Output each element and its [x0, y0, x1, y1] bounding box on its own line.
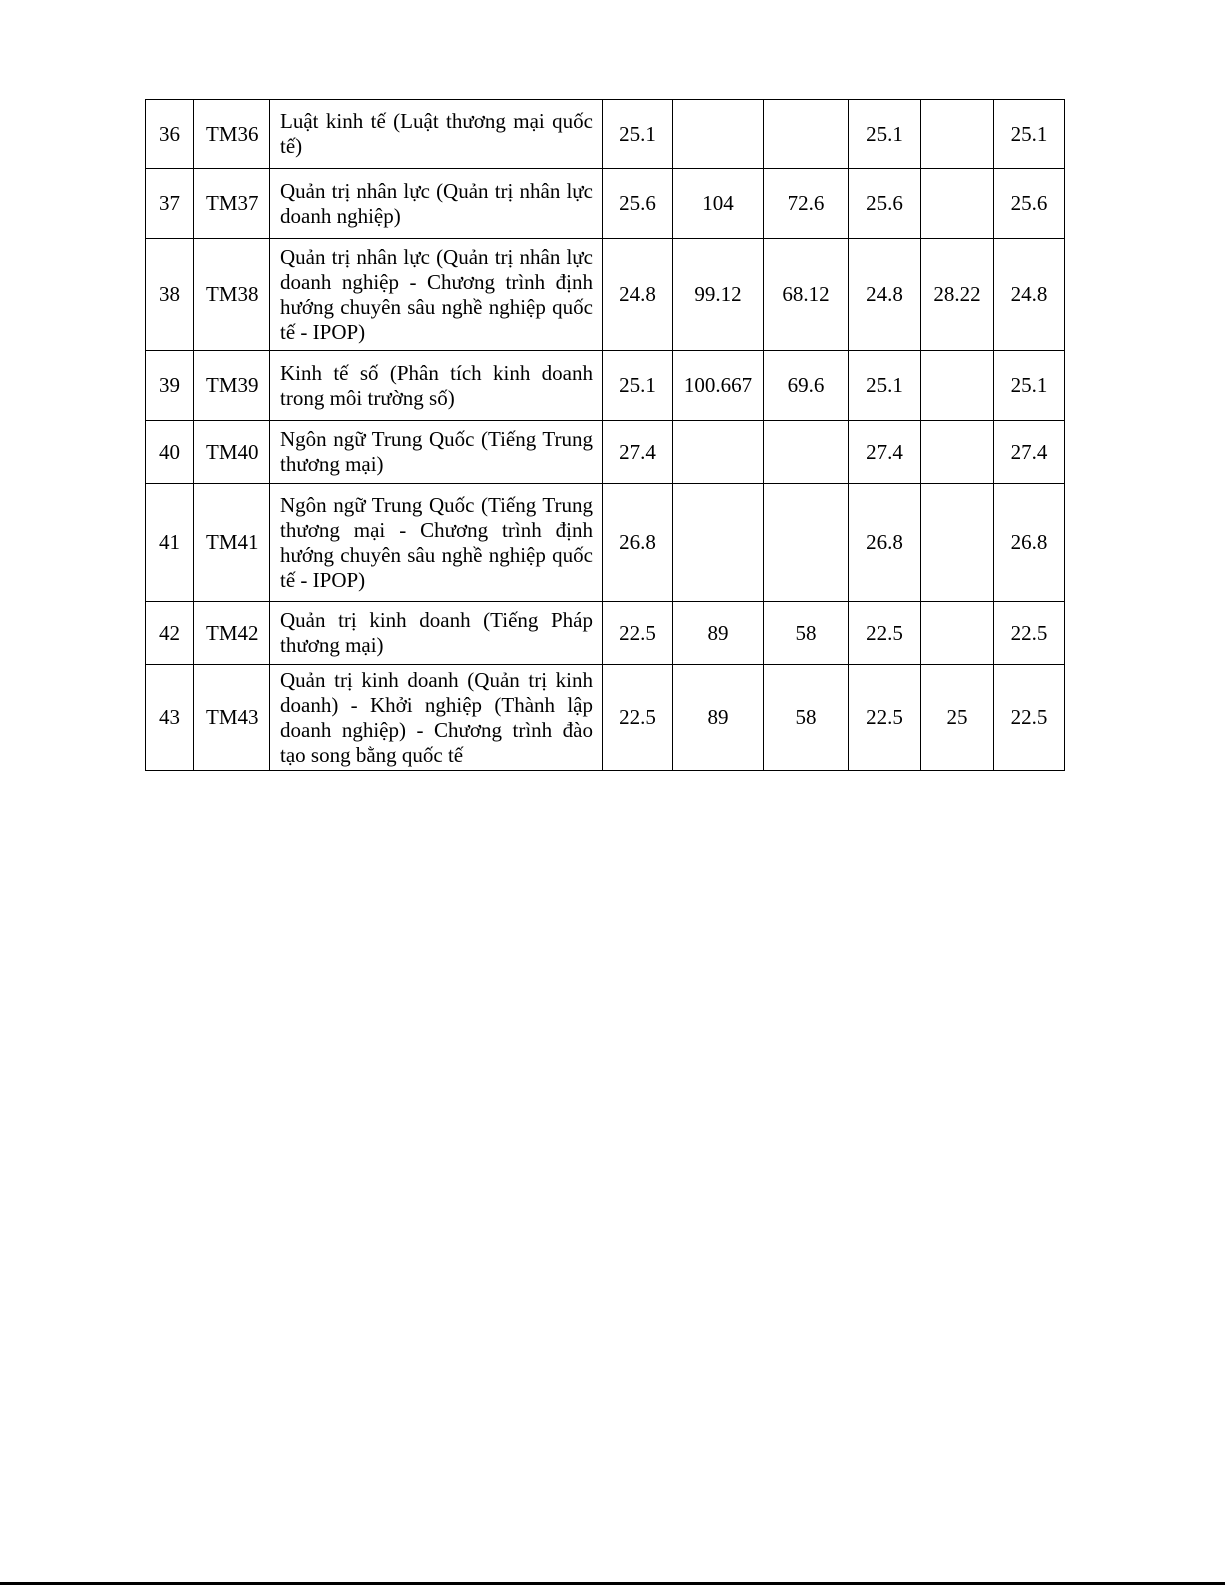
score-cell-4: 25.1	[849, 100, 921, 169]
score-cell-5: 28.22	[921, 239, 994, 351]
score-cell-4: 25.1	[849, 351, 921, 421]
score-cell-6: 25.6	[994, 169, 1065, 239]
program-code: TM39	[194, 351, 270, 421]
row-number: 40	[146, 421, 194, 484]
table-row	[146, 665, 1065, 771]
score-cell-4: 26.8	[849, 484, 921, 602]
score-cell-3: 69.6	[764, 351, 849, 421]
score-cell-1: 27.4	[603, 421, 673, 484]
row-number: 42	[146, 602, 194, 665]
score-cell-1: 22.5	[603, 602, 673, 665]
score-cell-5	[921, 484, 994, 602]
score-cell-1: 25.6	[603, 169, 673, 239]
score-cell-1: 25.1	[603, 100, 673, 169]
table-row	[146, 602, 1065, 665]
score-cell-3	[764, 421, 849, 484]
score-cell-6: 26.8	[994, 484, 1065, 602]
score-cell-2: 104	[673, 169, 764, 239]
table-row	[146, 421, 1065, 484]
table-row	[146, 100, 1065, 169]
score-cell-4: 27.4	[849, 421, 921, 484]
program-name: Quản trị kinh doanh (Tiếng Pháp thương mại)	[270, 602, 603, 665]
program-name: Ngôn ngữ Trung Quốc (Tiếng Trung thương mại)	[270, 421, 603, 484]
program-name: Kinh tế số (Phân tích kinh doanh trong môi trường số)	[270, 351, 603, 421]
score-cell-5	[921, 351, 994, 421]
row-number: 43	[146, 665, 194, 771]
score-cell-3	[764, 484, 849, 602]
score-cell-1: 26.8	[603, 484, 673, 602]
score-cell-2	[673, 484, 764, 602]
row-number: 38	[146, 239, 194, 351]
row-number: 37	[146, 169, 194, 239]
score-cell-2	[673, 100, 764, 169]
score-cell-5: 25	[921, 665, 994, 771]
table-row	[146, 169, 1065, 239]
score-cell-3: 68.12	[764, 239, 849, 351]
scores-table	[145, 99, 1065, 771]
score-cell-5	[921, 169, 994, 239]
score-cell-4: 22.5	[849, 602, 921, 665]
table-row	[146, 351, 1065, 421]
score-cell-5	[921, 100, 994, 169]
score-cell-5	[921, 602, 994, 665]
score-cell-5	[921, 421, 994, 484]
score-cell-1: 25.1	[603, 351, 673, 421]
score-cell-2: 99.12	[673, 239, 764, 351]
score-cell-4: 25.6	[849, 169, 921, 239]
program-code: TM43	[194, 665, 270, 771]
score-cell-1: 22.5	[603, 665, 673, 771]
score-cell-4: 22.5	[849, 665, 921, 771]
score-cell-6: 22.5	[994, 602, 1065, 665]
score-cell-2: 100.667	[673, 351, 764, 421]
program-code: TM38	[194, 239, 270, 351]
score-cell-6: 24.8	[994, 239, 1065, 351]
program-code: TM36	[194, 100, 270, 169]
program-name: Quản trị nhân lực (Quản trị nhân lực doanh nghiệp)	[270, 169, 603, 239]
program-name: Quản trị kinh doanh (Quản trị kinh doanh) - Khởi nghiệp (Thành lập doanh nghiệp) - Chương trình đào tạo song bằng quốc tế	[270, 665, 603, 771]
row-number: 41	[146, 484, 194, 602]
score-cell-2: 89	[673, 602, 764, 665]
score-cell-1: 24.8	[603, 239, 673, 351]
program-name: Ngôn ngữ Trung Quốc (Tiếng Trung thương mại - Chương trình định hướng chuyên sâu nghề nghiệp quốc tế - IPOP)	[270, 484, 603, 602]
program-name: Quản trị nhân lực (Quản trị nhân lực doanh nghiệp - Chương trình định hướng chuyên sâu nghề nghiệp quốc tế - IPOP)	[270, 239, 603, 351]
score-cell-3: 72.6	[764, 169, 849, 239]
score-cell-2: 89	[673, 665, 764, 771]
program-name: Luật kinh tế (Luật thương mại quốc tế)	[270, 100, 603, 169]
row-number: 39	[146, 351, 194, 421]
table-row	[146, 484, 1065, 602]
score-cell-3: 58	[764, 665, 849, 771]
score-cell-4: 24.8	[849, 239, 921, 351]
row-number: 36	[146, 100, 194, 169]
table-body	[146, 100, 1065, 771]
program-code: TM40	[194, 421, 270, 484]
score-cell-3: 58	[764, 602, 849, 665]
score-cell-6: 22.5	[994, 665, 1065, 771]
score-cell-6: 25.1	[994, 100, 1065, 169]
program-code: TM42	[194, 602, 270, 665]
program-code: TM37	[194, 169, 270, 239]
table-row	[146, 239, 1065, 351]
score-cell-2	[673, 421, 764, 484]
score-cell-6: 27.4	[994, 421, 1065, 484]
score-cell-3	[764, 100, 849, 169]
score-cell-6: 25.1	[994, 351, 1065, 421]
program-code: TM41	[194, 484, 270, 602]
